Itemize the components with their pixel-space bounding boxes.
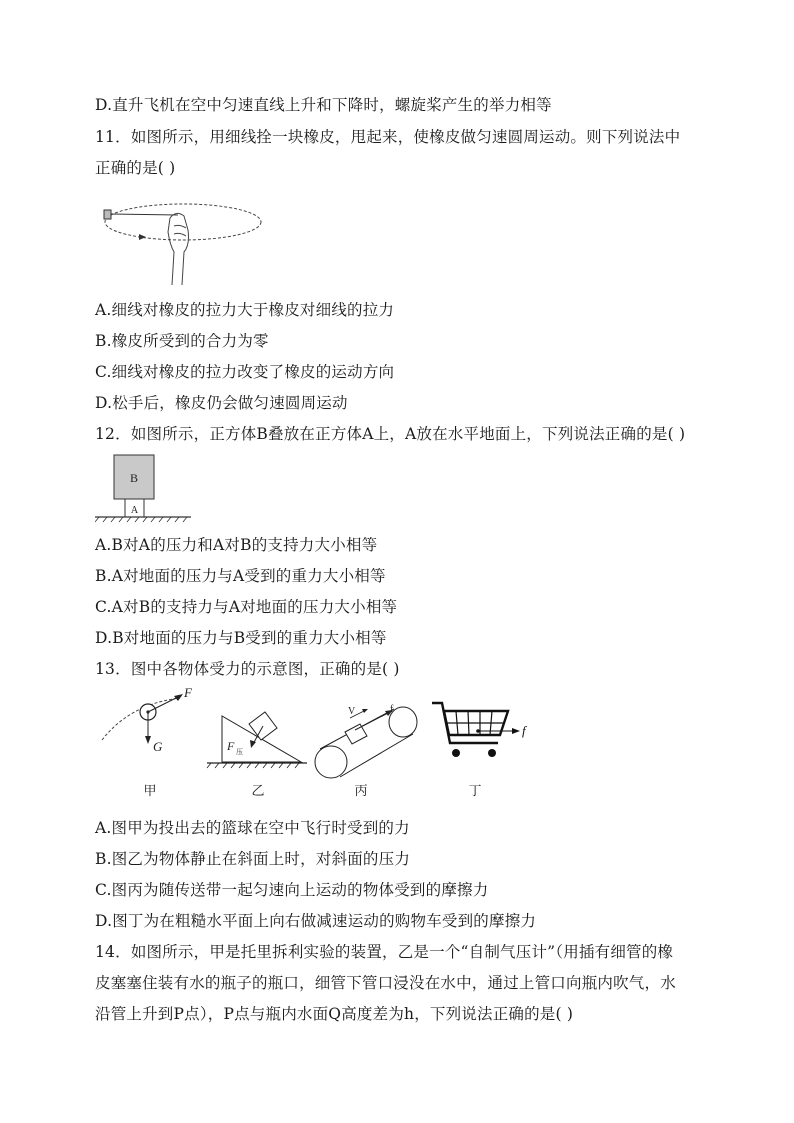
q13-caption-yi: 乙: [251, 784, 265, 799]
q14-stem-line1: 14．如图所示，甲是托里拆利实验的装置，乙是一个“自制气压计”（用插有细管的橡: [95, 943, 674, 961]
q13-stem: 13．图中各物体受力的示意图，正确的是( ): [95, 660, 400, 678]
q11-stem-line1: 11．如图所示，用细线拴一块橡皮，甩起来，使橡皮做匀速圆周运动。则下列说法中: [95, 128, 681, 146]
q13-bing-label-v: V: [348, 706, 356, 717]
q10-option-d: D.直升飞机在空中匀速直线上升和下降时，螺旋桨产生的举力相等: [95, 96, 552, 114]
q14-stem-line2: 皮塞塞住装有水的瓶子的瓶口，细管下管口浸没在水中，通过上管口向瓶内吹气，水: [95, 974, 676, 992]
q13-bing-label-f: f: [390, 704, 394, 715]
q13-option-b: B.图乙为物体静止在斜面上时，对斜面的压力: [95, 850, 411, 868]
q13-yi-force: F: [227, 739, 235, 753]
q12-option-a: A.B对A的压力和A对B的支持力大小相等: [95, 536, 378, 554]
q13-caption-bing: 丙: [354, 784, 368, 799]
q11-option-d: D.松手后，橡皮仍会做匀速圆周运动: [95, 394, 348, 412]
q13-jia-force-f: F: [184, 688, 192, 700]
q13-figure-bing-conveyor: [312, 700, 422, 782]
q11-stem-line2: 正确的是( ): [95, 159, 176, 177]
q13-figure-ding-cart: [428, 695, 540, 769]
q13-ding-label-f: f: [522, 723, 526, 738]
q13-option-c: C.图丙为随传送带一起匀速向上运动的物体受到的摩擦力: [95, 881, 489, 899]
q12-option-d: D.B对地面的压力与B受到的重力大小相等: [95, 629, 387, 647]
q11-option-c: C.细线对橡皮的拉力改变了橡皮的运动方向: [95, 363, 395, 381]
q11-option-a: A.细线对橡皮的拉力大于橡皮对细线的拉力: [95, 301, 395, 319]
q13-figure-yi-incline: [205, 700, 310, 772]
q13-option-a: A.图甲为投出去的篮球在空中飞行时受到的力: [95, 819, 410, 837]
q13-figure-jia-basketball: [100, 688, 200, 768]
q12-option-c: C.A对B的支持力与A对地面的压力大小相等: [95, 598, 398, 616]
q12-stem: 12．如图所示，正方体B叠放在正方体A上，A放在水平地面上，下列说法正确的是( ): [95, 425, 686, 443]
q12-option-b: B.A对地面的压力与A受到的重力大小相等: [95, 567, 386, 585]
q12-label-b: B: [129, 471, 139, 485]
q13-caption-jia: 甲: [143, 784, 157, 799]
q14-stem-line3: 沿管上升到P点），P点与瓶内水面Q高度差为h，下列说法正确的是( ): [95, 1005, 574, 1023]
q13-option-d: D.图丁为在粗糙水平面上向右做减速运动的购物车受到的摩擦力: [95, 912, 537, 930]
q12-label-a: A: [130, 505, 139, 516]
q12-figure-stacked-cubes: [95, 453, 195, 525]
q11-figure-eraser-circle: [98, 190, 268, 290]
q13-jia-force-g: G: [153, 739, 163, 754]
q13-yi-force-sub: 压: [236, 748, 243, 756]
q13-caption-ding: 丁: [468, 784, 482, 799]
q11-option-b: B.橡皮所受到的合力为零: [95, 332, 269, 350]
